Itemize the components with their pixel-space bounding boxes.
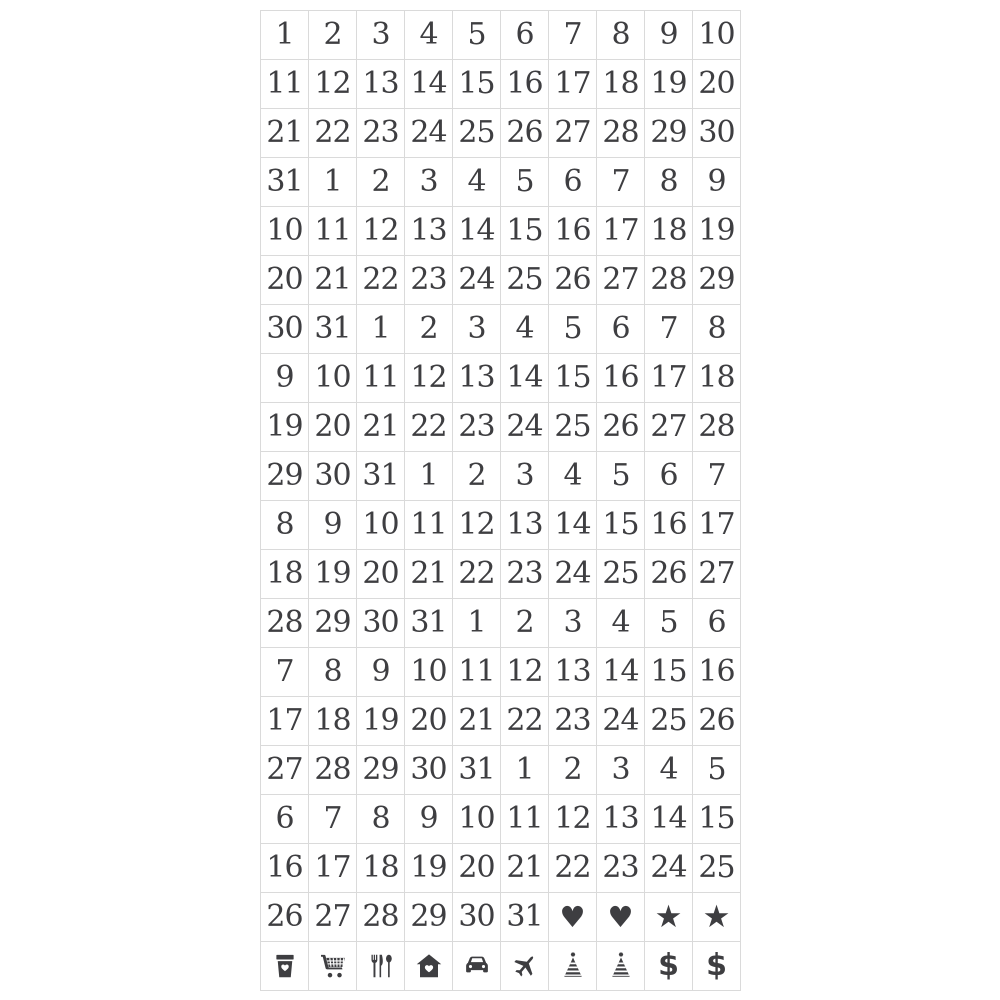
star-icon: ★ — [702, 898, 731, 935]
sticker-cell-number: 14 — [549, 501, 597, 550]
dollar-icon — [645, 942, 693, 991]
sticker-cell-number: 11 — [261, 60, 309, 109]
sticker-cell-number: 22 — [405, 403, 453, 452]
sticker-cell-number: 17 — [549, 60, 597, 109]
sticker-cell-number: 14 — [405, 60, 453, 109]
sticker-cell-number: 15 — [645, 648, 693, 697]
sticker-cell-number: 25 — [501, 256, 549, 305]
sticker-cell-number: 17 — [309, 844, 357, 893]
party-hat-icon — [558, 951, 588, 981]
sticker-cell-number: 3 — [597, 746, 645, 795]
sticker-cell-number: 26 — [261, 893, 309, 942]
sticker-cell-number: 3 — [405, 158, 453, 207]
sticker-cell-number: 20 — [309, 403, 357, 452]
sticker-cell-number: 26 — [501, 109, 549, 158]
sticker-cell-number: 11 — [501, 795, 549, 844]
coffee-cup-icon — [270, 951, 300, 981]
sticker-cell-number: 22 — [501, 697, 549, 746]
sticker-cell-number: 27 — [549, 109, 597, 158]
sticker-cell-number: 6 — [597, 305, 645, 354]
sticker-cell-number: 31 — [405, 599, 453, 648]
sticker-cell-number: 24 — [645, 844, 693, 893]
heart-icon: ♥ — [607, 899, 634, 934]
sticker-cell-number: 29 — [693, 256, 741, 305]
sticker-cell-number: 12 — [405, 354, 453, 403]
sticker-cell-number: 31 — [357, 452, 405, 501]
sticker-cell-number: 16 — [261, 844, 309, 893]
sticker-cell-number: 12 — [357, 207, 405, 256]
sticker-cell-number: 16 — [645, 501, 693, 550]
sticker-cell-number: 21 — [405, 550, 453, 599]
sticker-cell-number: 15 — [501, 207, 549, 256]
sticker-cell-number: 2 — [501, 599, 549, 648]
sticker-cell-number: 23 — [453, 403, 501, 452]
sticker-cell-number: 2 — [549, 746, 597, 795]
sticker-cell-number: 18 — [357, 844, 405, 893]
sticker-cell-number: 1 — [501, 746, 549, 795]
sticker-cell-number: 9 — [645, 11, 693, 60]
sticker-cell-number: 24 — [405, 109, 453, 158]
sticker-cell-number: 26 — [693, 697, 741, 746]
sticker-cell-number: 5 — [501, 158, 549, 207]
sticker-cell-number: 6 — [693, 599, 741, 648]
sticker-cell-number: 16 — [597, 354, 645, 403]
sticker-cell-number: 29 — [261, 452, 309, 501]
sticker-cell-number: 18 — [693, 354, 741, 403]
sticker-cell-number: 8 — [261, 501, 309, 550]
sticker-cell-number: 9 — [693, 158, 741, 207]
sticker-cell-number: 23 — [597, 844, 645, 893]
sticker-cell-number: 15 — [549, 354, 597, 403]
sticker-cell-number: 12 — [501, 648, 549, 697]
sticker-cell-number: 8 — [693, 305, 741, 354]
sticker-cell-number: 12 — [309, 60, 357, 109]
sticker-cell-number: 31 — [261, 158, 309, 207]
sticker-cell-number: 23 — [357, 109, 405, 158]
sticker-cell-number: 7 — [693, 452, 741, 501]
sticker-cell-number: 29 — [405, 893, 453, 942]
sticker-cell-number: 22 — [357, 256, 405, 305]
sticker-cell-number: 2 — [405, 305, 453, 354]
party-hat-icon — [606, 951, 636, 981]
sticker-cell-number: 9 — [405, 795, 453, 844]
sticker-cell-number: 11 — [453, 648, 501, 697]
sticker-cell-number: 11 — [357, 354, 405, 403]
car-icon — [453, 942, 501, 991]
sticker-cell-number: 21 — [357, 403, 405, 452]
sticker-cell-number: 4 — [597, 599, 645, 648]
sticker-cell-number: 15 — [693, 795, 741, 844]
sticker-cell-number: 28 — [597, 109, 645, 158]
sticker-cell-number: 5 — [453, 11, 501, 60]
sticker-cell-number: 17 — [261, 697, 309, 746]
sticker-cell-number: 10 — [405, 648, 453, 697]
sticker-cell-number: 6 — [261, 795, 309, 844]
sticker-cell-number: 10 — [261, 207, 309, 256]
sticker-cell-number: 25 — [693, 844, 741, 893]
sticker-cell-number: 4 — [453, 158, 501, 207]
sticker-cell-number: 24 — [453, 256, 501, 305]
sticker-cell-number: 10 — [309, 354, 357, 403]
sticker-cell-number: 20 — [405, 697, 453, 746]
sticker-cell-number: 13 — [597, 795, 645, 844]
sticker-cell-number: 16 — [549, 207, 597, 256]
sticker-cell-number: 28 — [693, 403, 741, 452]
sticker-cell-number: 4 — [645, 746, 693, 795]
dollar-icon: $ — [658, 948, 679, 983]
sticker-cell-number: 6 — [501, 11, 549, 60]
sticker-cell-number: 17 — [597, 207, 645, 256]
heart-icon — [597, 893, 645, 942]
sticker-cell-number: 4 — [549, 452, 597, 501]
sticker-cell-number: 7 — [261, 648, 309, 697]
sticker-cell-number: 27 — [261, 746, 309, 795]
sticker-cell-number: 3 — [453, 305, 501, 354]
house-icon — [405, 942, 453, 991]
sticker-cell-number: 27 — [693, 550, 741, 599]
sticker-cell-number: 14 — [645, 795, 693, 844]
sticker-cell-number: 19 — [357, 697, 405, 746]
sticker-cell-number: 21 — [453, 697, 501, 746]
sticker-cell-number: 28 — [645, 256, 693, 305]
sticker-cell-number: 11 — [309, 207, 357, 256]
sticker-cell-number: 13 — [405, 207, 453, 256]
heart-icon: ♥ — [559, 899, 586, 934]
sticker-cell-number: 29 — [645, 109, 693, 158]
sticker-cell-number: 20 — [693, 60, 741, 109]
sticker-cell-number: 21 — [501, 844, 549, 893]
sticker-cell-number: 7 — [597, 158, 645, 207]
sticker-cell-number: 19 — [645, 60, 693, 109]
sticker-cell-number: 12 — [549, 795, 597, 844]
sticker-cell-number: 25 — [597, 550, 645, 599]
sticker-cell-number: 22 — [549, 844, 597, 893]
sticker-sheet — [260, 10, 741, 991]
car-icon — [462, 951, 492, 981]
shopping-cart-icon — [309, 942, 357, 991]
sticker-cell-number: 13 — [501, 501, 549, 550]
star-icon — [645, 893, 693, 942]
sticker-cell-number: 27 — [645, 403, 693, 452]
airplane-icon — [510, 951, 540, 981]
sticker-cell-number: 24 — [549, 550, 597, 599]
sticker-cell-number: 25 — [645, 697, 693, 746]
sticker-cell-number: 22 — [453, 550, 501, 599]
sticker-cell-number: 11 — [405, 501, 453, 550]
sticker-cell-number: 4 — [501, 305, 549, 354]
sticker-cell-number: 1 — [261, 11, 309, 60]
sticker-cell-number: 27 — [309, 893, 357, 942]
sticker-cell-number: 23 — [549, 697, 597, 746]
sticker-cell-number: 18 — [645, 207, 693, 256]
sticker-cell-number: 23 — [501, 550, 549, 599]
sticker-cell-number: 19 — [405, 844, 453, 893]
sticker-grid — [260, 10, 741, 991]
sticker-cell-number: 14 — [453, 207, 501, 256]
sticker-cell-number: 31 — [453, 746, 501, 795]
sticker-cell-number: 6 — [549, 158, 597, 207]
utensils-icon — [366, 951, 396, 981]
house-icon — [414, 951, 444, 981]
sticker-cell-number: 9 — [261, 354, 309, 403]
sticker-cell-number: 24 — [597, 697, 645, 746]
sticker-cell-number: 27 — [597, 256, 645, 305]
sticker-cell-number: 17 — [693, 501, 741, 550]
sticker-cell-number: 1 — [309, 158, 357, 207]
sticker-cell-number: 30 — [309, 452, 357, 501]
sticker-cell-number: 6 — [645, 452, 693, 501]
sticker-cell-number: 21 — [309, 256, 357, 305]
sticker-cell-number: 31 — [309, 305, 357, 354]
sticker-cell-number: 2 — [453, 452, 501, 501]
sticker-cell-number: 7 — [309, 795, 357, 844]
sticker-cell-number: 29 — [309, 599, 357, 648]
sticker-cell-number: 13 — [357, 60, 405, 109]
sticker-cell-number: 8 — [357, 795, 405, 844]
star-icon: ★ — [654, 898, 683, 935]
sticker-cell-number: 30 — [261, 305, 309, 354]
sticker-cell-number: 26 — [549, 256, 597, 305]
sticker-cell-number: 19 — [309, 550, 357, 599]
sticker-cell-number: 2 — [357, 158, 405, 207]
sticker-cell-number: 28 — [309, 746, 357, 795]
sticker-cell-number: 28 — [261, 599, 309, 648]
sticker-cell-number: 17 — [645, 354, 693, 403]
sticker-cell-number: 3 — [501, 452, 549, 501]
sticker-cell-number: 20 — [357, 550, 405, 599]
sticker-cell-number: 5 — [645, 599, 693, 648]
sticker-cell-number: 30 — [357, 599, 405, 648]
dollar-icon — [693, 942, 741, 991]
sticker-cell-number: 26 — [597, 403, 645, 452]
sticker-cell-number: 24 — [501, 403, 549, 452]
sticker-cell-number: 7 — [645, 305, 693, 354]
sticker-cell-number: 9 — [309, 501, 357, 550]
airplane-icon — [501, 942, 549, 991]
sticker-cell-number: 30 — [405, 746, 453, 795]
sticker-cell-number: 25 — [453, 109, 501, 158]
sticker-cell-number: 12 — [453, 501, 501, 550]
sticker-cell-number: 15 — [597, 501, 645, 550]
sticker-cell-number: 30 — [453, 893, 501, 942]
sticker-cell-number: 22 — [309, 109, 357, 158]
sticker-cell-number: 29 — [357, 746, 405, 795]
sticker-cell-number: 5 — [693, 746, 741, 795]
party-hat-icon — [597, 942, 645, 991]
sticker-cell-number: 1 — [453, 599, 501, 648]
sticker-cell-number: 16 — [501, 60, 549, 109]
sticker-cell-number: 1 — [405, 452, 453, 501]
sticker-cell-number: 14 — [501, 354, 549, 403]
sticker-cell-number: 20 — [453, 844, 501, 893]
sticker-cell-number: 8 — [645, 158, 693, 207]
sticker-cell-number: 19 — [693, 207, 741, 256]
sticker-cell-number: 5 — [597, 452, 645, 501]
star-icon — [693, 893, 741, 942]
sticker-cell-number: 26 — [645, 550, 693, 599]
sticker-cell-number: 23 — [405, 256, 453, 305]
coffee-cup-icon — [261, 942, 309, 991]
sticker-cell-number: 21 — [261, 109, 309, 158]
sticker-cell-number: 10 — [453, 795, 501, 844]
utensils-icon — [357, 942, 405, 991]
sticker-cell-number: 1 — [357, 305, 405, 354]
sticker-cell-number: 8 — [309, 648, 357, 697]
sticker-cell-number: 4 — [405, 11, 453, 60]
sticker-cell-number: 31 — [501, 893, 549, 942]
sticker-cell-number: 10 — [693, 11, 741, 60]
sticker-cell-number: 13 — [453, 354, 501, 403]
sticker-cell-number: 25 — [549, 403, 597, 452]
sticker-cell-number: 18 — [597, 60, 645, 109]
dollar-icon: $ — [706, 948, 727, 983]
sticker-cell-number: 19 — [261, 403, 309, 452]
sticker-cell-number: 7 — [549, 11, 597, 60]
sticker-cell-number: 8 — [597, 11, 645, 60]
sticker-cell-number: 18 — [261, 550, 309, 599]
party-hat-icon — [549, 942, 597, 991]
sticker-cell-number: 3 — [357, 11, 405, 60]
sticker-cell-number: 30 — [693, 109, 741, 158]
sticker-cell-number: 10 — [357, 501, 405, 550]
sticker-cell-number: 18 — [309, 697, 357, 746]
sticker-cell-number: 14 — [597, 648, 645, 697]
sticker-cell-number: 20 — [261, 256, 309, 305]
sticker-cell-number: 28 — [357, 893, 405, 942]
sticker-cell-number: 15 — [453, 60, 501, 109]
sticker-cell-number: 2 — [309, 11, 357, 60]
heart-icon — [549, 893, 597, 942]
sticker-cell-number: 16 — [693, 648, 741, 697]
sticker-cell-number: 3 — [549, 599, 597, 648]
sticker-cell-number: 9 — [357, 648, 405, 697]
shopping-cart-icon — [318, 951, 348, 981]
sticker-cell-number: 5 — [549, 305, 597, 354]
sticker-cell-number: 13 — [549, 648, 597, 697]
